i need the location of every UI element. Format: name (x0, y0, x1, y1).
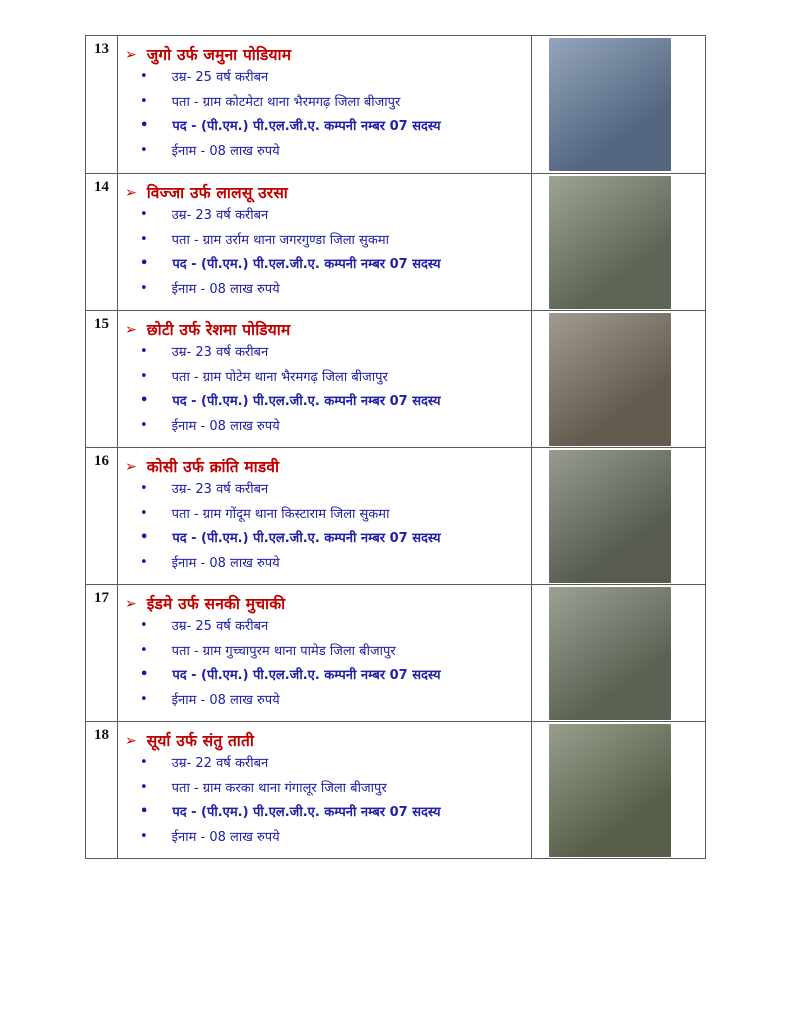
detail-post: • पद - (पी.एम.) पी.एल.जी.ए. कम्पनी नम्बर 07 सदस्य (140, 804, 441, 820)
detail-post: • पद - (पी.एम.) पी.एल.जी.ए. कम्पनी नम्बर 07 सदस्य (140, 667, 441, 683)
row-number: 15 (86, 311, 118, 447)
row-number: 16 (86, 448, 118, 584)
bullet-icon: • (140, 231, 148, 247)
person-name: जुगो उर्फ जमुना पोडियाम (146, 46, 292, 64)
detail-reward: • ईनाम - 08 लाख रुपये (140, 691, 280, 708)
bullet-icon: • (140, 667, 149, 682)
photo-cell (532, 311, 705, 447)
bullet-icon: • (140, 207, 148, 222)
detail-address: • पता - ग्राम उर्राम थाना जगरगुण्डा जिला सुकमा (140, 231, 389, 248)
detail-reward: • ईनाम - 08 लाख रुपये (140, 142, 280, 159)
bullet-icon: • (140, 142, 148, 158)
detail-age: • उम्र- 25 वर्ष करीबन (140, 69, 269, 85)
record-details-cell (118, 311, 532, 447)
arrow-bullet-icon: ➢ (125, 596, 137, 612)
row-number: 13 (86, 36, 118, 173)
detail-post: • पद - (पी.एम.) पी.एल.जी.ए. कम्पनी नम्बर 07 सदस्य (140, 256, 441, 272)
detail-post: • पद - (पी.एम.) पी.एल.जी.ए. कम्पनी नम्बर 07 सदस्य (140, 118, 441, 134)
row-number: 18 (86, 722, 118, 858)
photo-cell (532, 722, 705, 858)
detail-reward: • ईनाम - 08 लाख रुपये (140, 280, 280, 297)
record-row (86, 721, 705, 858)
arrow-bullet-icon: ➢ (125, 733, 137, 749)
record-row (86, 36, 705, 173)
photo-cell (532, 585, 705, 721)
person-photo (549, 38, 671, 171)
record-details-cell (118, 36, 532, 173)
record-details-cell (118, 448, 532, 584)
detail-address: • पता - ग्राम करका थाना गंगालूर जिला बीजापुर (140, 779, 387, 796)
person-photo (549, 724, 671, 857)
record-row (86, 310, 705, 447)
bullet-icon: • (140, 344, 148, 359)
bullet-icon: • (140, 505, 148, 521)
detail-address: • पता - ग्राम कोटमेटा थाना भैरमगढ़ जिला बीजापुर (140, 93, 401, 110)
record-row (86, 584, 705, 721)
bullet-icon: • (140, 755, 148, 770)
row-number: 17 (86, 585, 118, 721)
records-table (85, 35, 706, 859)
detail-reward: • ईनाम - 08 लाख रुपये (140, 417, 280, 434)
record-details-cell (118, 174, 532, 310)
detail-post: • पद - (पी.एम.) पी.एल.जी.ए. कम्पनी नम्बर 07 सदस्य (140, 530, 441, 546)
bullet-icon: • (140, 93, 148, 109)
photo-cell (532, 174, 705, 310)
person-name: सूर्या उर्फ संतु ताती (146, 732, 255, 750)
person-name: कोसी उर्फ क्रांति माडवी (146, 458, 280, 476)
detail-age: • उम्र- 22 वर्ष करीबन (140, 755, 269, 771)
record-details-cell (118, 585, 532, 721)
detail-address: • पता - ग्राम गोंदूम थाना किस्टाराम जिला सुकमा (140, 505, 390, 522)
person-name: विज्जा उर्फ लालसू उरसा (146, 184, 289, 202)
bullet-icon: • (140, 828, 148, 844)
bullet-icon: • (140, 691, 148, 707)
detail-reward: • ईनाम - 08 लाख रुपये (140, 554, 280, 571)
bullet-icon: • (140, 118, 149, 133)
person-photo (549, 313, 671, 446)
bullet-icon: • (140, 368, 148, 384)
photo-cell (532, 448, 705, 584)
arrow-bullet-icon: ➢ (125, 185, 137, 201)
person-photo (549, 450, 671, 583)
bullet-icon: • (140, 554, 148, 570)
bullet-icon: • (140, 417, 148, 433)
record-row (86, 173, 705, 310)
detail-address: • पता - ग्राम पोटेम थाना भैरमगढ़ जिला बीजापुर (140, 368, 388, 385)
arrow-bullet-icon: ➢ (125, 47, 137, 63)
bullet-icon: • (140, 779, 148, 795)
detail-age: • उम्र- 25 वर्ष करीबन (140, 618, 269, 634)
record-row (86, 447, 705, 584)
row-number: 14 (86, 174, 118, 310)
detail-age: • उम्र- 23 वर्ष करीबन (140, 207, 269, 223)
photo-cell (532, 36, 705, 173)
person-name: ईडमे उर्फ सनकी मुचाकी (146, 595, 286, 613)
bullet-icon: • (140, 618, 148, 633)
detail-age: • उम्र- 23 वर्ष करीबन (140, 481, 269, 497)
record-details-cell (118, 722, 532, 858)
detail-post: • पद - (पी.एम.) पी.एल.जी.ए. कम्पनी नम्बर 07 सदस्य (140, 393, 441, 409)
detail-reward: • ईनाम - 08 लाख रुपये (140, 828, 280, 845)
arrow-bullet-icon: ➢ (125, 459, 137, 475)
bullet-icon: • (140, 393, 149, 408)
bullet-icon: • (140, 481, 148, 496)
detail-address: • पता - ग्राम गुच्चापुरम थाना पामेड जिला बीजापुर (140, 642, 396, 659)
person-photo (549, 587, 671, 720)
person-photo (549, 176, 671, 309)
bullet-icon: • (140, 804, 149, 819)
arrow-bullet-icon: ➢ (125, 322, 137, 338)
person-name: छोटी उर्फ रेशमा पोडियाम (146, 321, 291, 339)
bullet-icon: • (140, 642, 148, 658)
bullet-icon: • (140, 69, 148, 84)
bullet-icon: • (140, 256, 149, 271)
detail-age: • उम्र- 23 वर्ष करीबन (140, 344, 269, 360)
bullet-icon: • (140, 530, 149, 545)
bullet-icon: • (140, 280, 148, 296)
